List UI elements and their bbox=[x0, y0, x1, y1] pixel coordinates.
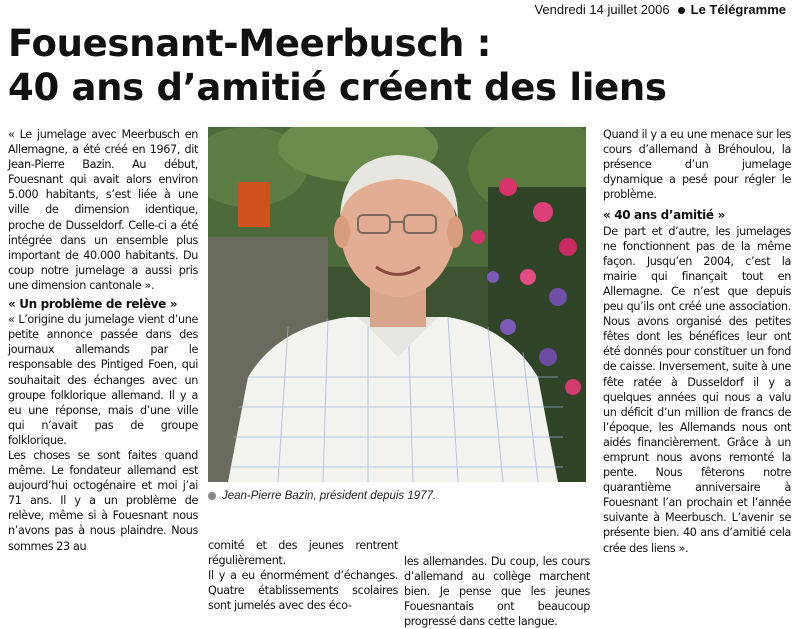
paragraph: « L’origine du jumelage vient d’une petite annonce passée dans des journaux allemands par le responsable des Pintiged Foen, qui souhaitait des échanges avec un groupe folklorique allemand. Il y a eu une réponse, mais d’une ville qui n’avait pas de groupe folklorique. bbox=[8, 313, 198, 447]
masthead bbox=[534, 2, 786, 17]
headline-line-2: 40 ans d’amitié créent des liens bbox=[8, 66, 667, 109]
subheading: « Un problème de relève » bbox=[8, 297, 178, 312]
paragraph: les allemandes. Du coup, les cours d’allemand au collège marchent bien. Je pense que les jeunes Fouesnantais ont beaucoup progressé dans cette langue. bbox=[404, 555, 590, 629]
publication-date: Vendredi 14 juillet 2006 bbox=[534, 2, 670, 17]
article-column-3 bbox=[404, 554, 590, 629]
article-column-1 bbox=[8, 127, 198, 554]
article-column-2 bbox=[208, 538, 398, 613]
bullet-separator bbox=[678, 7, 685, 14]
portrait-photo bbox=[208, 127, 586, 482]
article-headline bbox=[8, 22, 798, 110]
caption-bullet bbox=[208, 492, 216, 500]
portrait-illustration bbox=[208, 127, 586, 482]
headline-line-1: Fouesnant-Meerbusch : bbox=[8, 22, 492, 65]
subheading: « 40 ans d’amitié » bbox=[603, 208, 725, 223]
paragraph: Il y a eu énormément d’échanges. Quatre établissements scolaires sont jumelés avec des éco- bbox=[208, 569, 398, 613]
photo-caption bbox=[208, 490, 436, 502]
paragraph: Quand il y a eu une menace sur les cours d’allemand à Bréhoulou, la présence d’un jumelage dynamique a pesé pour régler le problème. bbox=[603, 128, 791, 202]
caption-text: Jean-Pierre Bazin, président depuis 1977. bbox=[222, 490, 437, 502]
newspaper-name: Le Télégramme bbox=[690, 2, 786, 17]
paragraph: comité et des jeunes rentrent régulièrement. bbox=[208, 539, 398, 568]
paragraph: De part et d’autre, les jumelages ne fonctionnent pas de la même façon. Jusqu’en 2004, c’est la mairie qui finançait tout en Allemagne. Ce n’est que depuis peu qu’ils ont créé une association. Nous avons organisé des petites fêtes dont les bénéfices leur ont été donnés pour constituer un fond de caisse. Inversement, suite à une fête ratée à Dusseldorf il y a quelques années qui nous a valu un déficit d’un million de francs de l’époque, les Allemands nous ont aidés financièrement. Grâce à un emprunt nous avons remonté la pente. Nous fêterons notre quarantième anniversaire à Fouesnant l’an prochain et l’année suivante à Meerbusch. L’avenir se présente bien. 40 ans d’amitié cela crée des liens ». bbox=[603, 224, 791, 555]
paragraph: « Le jumelage avec Meerbusch en Allemagne, a été créé en 1967, dit Jean-Pierre Bazin. Au début, Fouesnant qui avait alors environ 5.000 habitants, s’est liée à une ville de dimension identique, proche de Dusseldorf. Celle-ci a été intégrée dans un ensemble plus important de 40.000 habitants. Du coup notre jumelage a aussi pris une dimension cantonale ». bbox=[8, 128, 198, 292]
paragraph: Les choses se sont faites quand même. Le fondateur allemand est aujourd’hui octogénaire et moi j’ai 71 ans. Il y a un problème de relève, même si à Fouesnant nous n’avons pas à nous plaindre. Nous sommes 23 au bbox=[8, 448, 198, 553]
article-column-4 bbox=[603, 127, 791, 556]
